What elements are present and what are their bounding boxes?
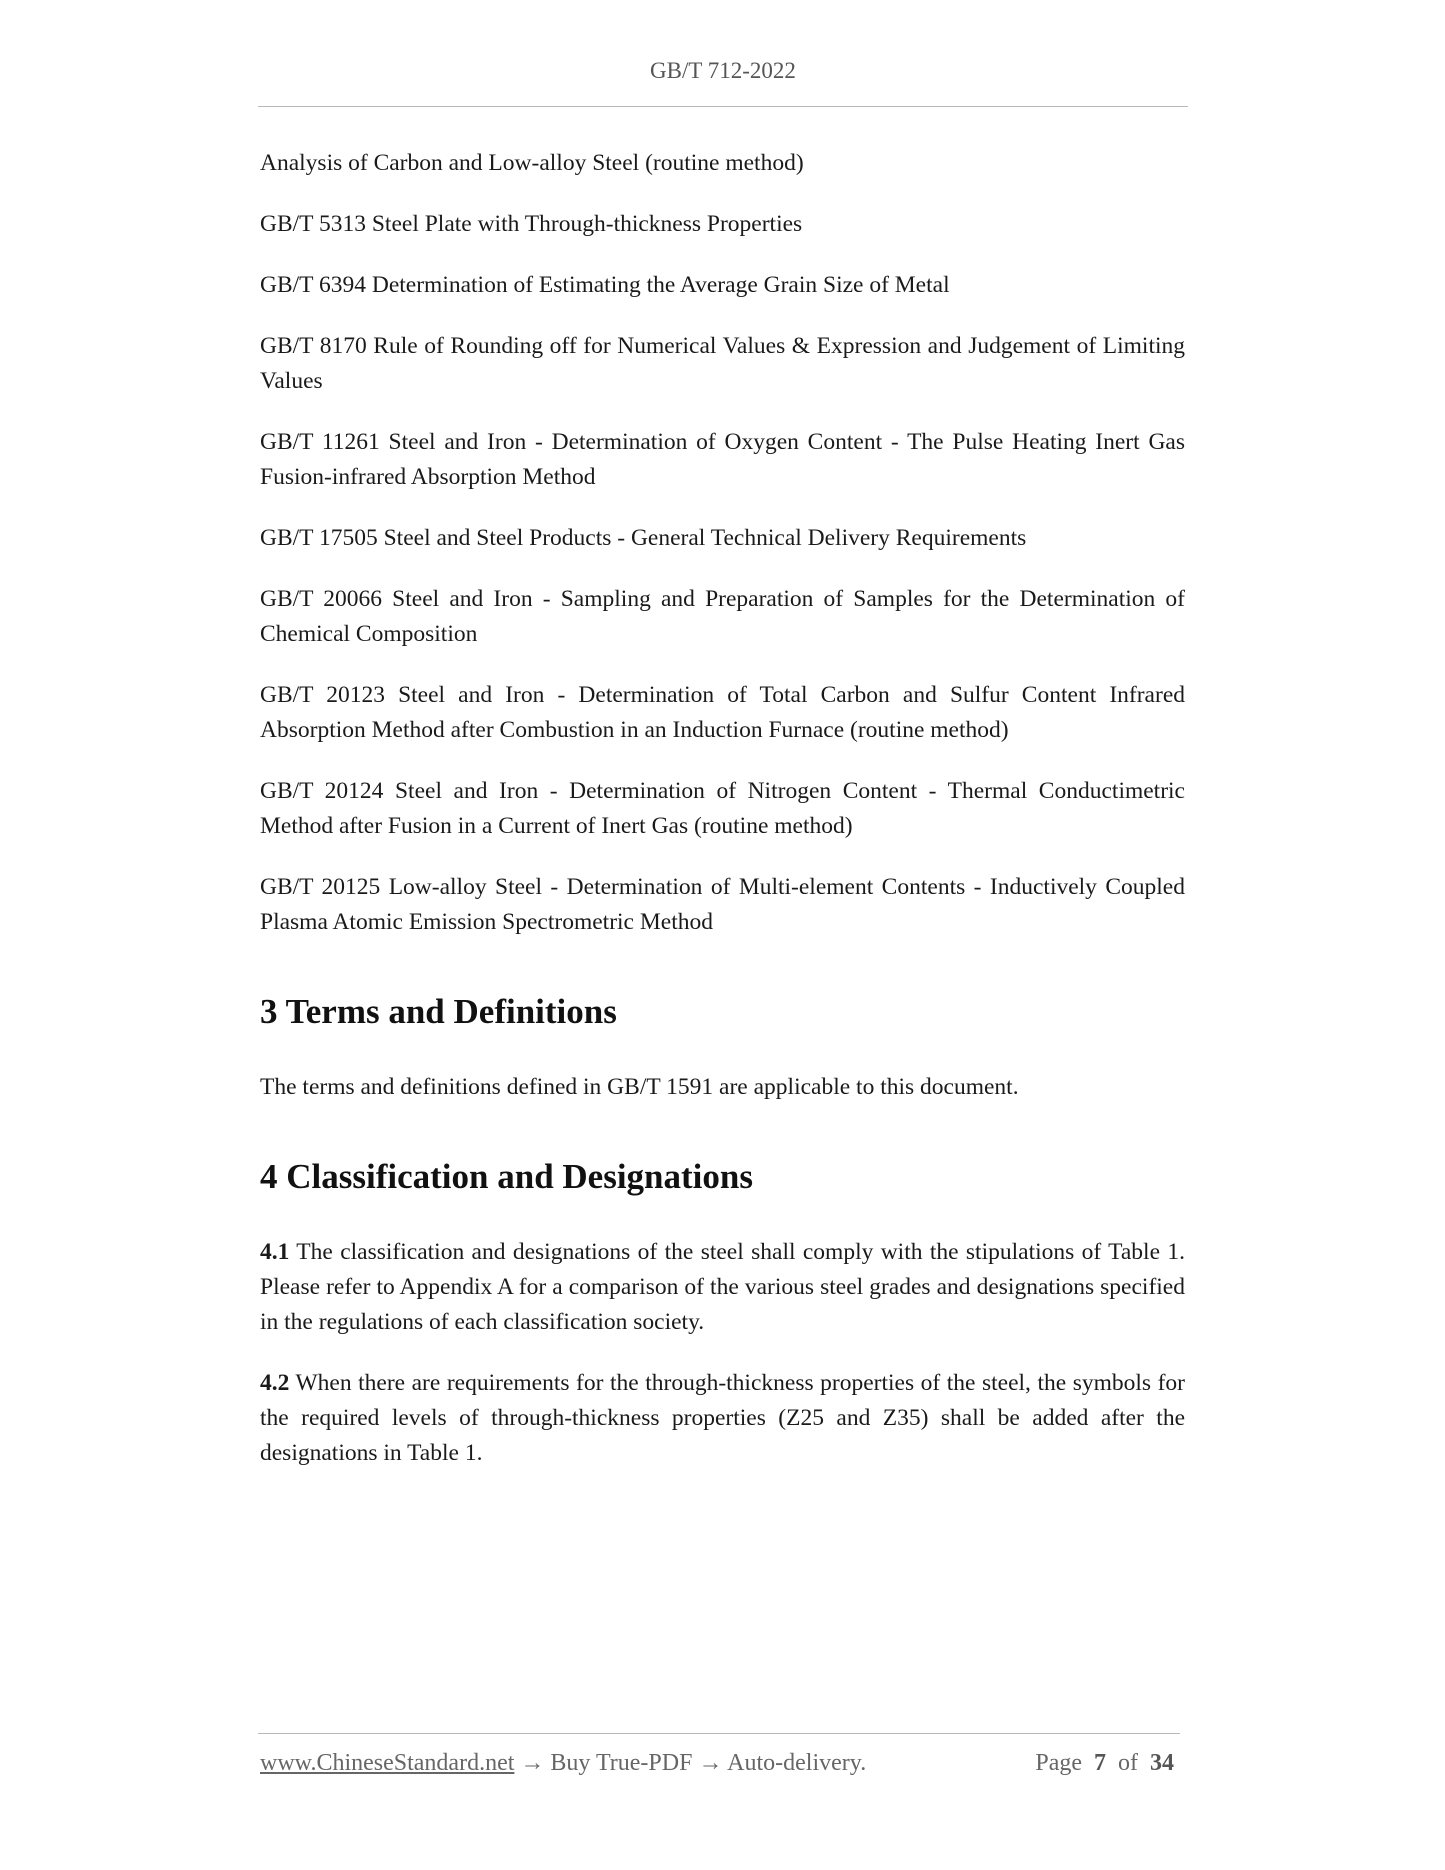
of-label: of: [1118, 1750, 1138, 1776]
reference-item: GB/T 6394 Determination of Estimating the Average Grain Size of Metal: [260, 272, 950, 298]
reference-item: GB/T 11261 Steel and Iron - Determination of Oxygen Content - The Pulse Heating Inert Gas Fusion-infrared Absorption Method: [260, 429, 1185, 490]
header-divider: [258, 106, 1188, 107]
reference-item: GB/T 20124 Steel and Iron - Determination of Nitrogen Content - Thermal Conductimetric Method after Fusion in a Current of Inert Gas (routine method): [260, 778, 1185, 839]
clause-4-2: [260, 1366, 1185, 1471]
section-4-heading: 4 Classification and Designations: [260, 1157, 753, 1196]
reference-item: GB/T 20123 Steel and Iron - Determination of Total Carbon and Sulfur Content Infrared Absorption Method after Combustion in an Induction Furnace (routine method): [260, 682, 1185, 743]
page-header: GB/T 712-2022: [650, 58, 796, 83]
section-3-text: The terms and definitions defined in GB/T 1591 are applicable to this document.: [260, 1074, 1019, 1100]
buy-text: Buy True-PDF: [550, 1750, 693, 1776]
document-body: [260, 146, 1185, 1497]
page-counter: [1035, 1750, 1174, 1777]
page-number: 7: [1094, 1750, 1106, 1776]
delivery-text: Auto-delivery.: [727, 1750, 867, 1776]
clause-text: The classification and designations of the steel shall comply with the stipulations of Table 1. Please refer to Appendix A for a comparison of the various steel grades and designations specified in the regulations of each classification society.: [260, 1239, 1185, 1335]
arrow-right-icon: →: [692, 1750, 728, 1776]
footer-divider: [258, 1733, 1180, 1734]
reference-item: GB/T 8170 Rule of Rounding off for Numerical Values & Expression and Judgement of Limiting Values: [260, 333, 1185, 394]
page-label: Page: [1035, 1750, 1082, 1776]
arrow-right-icon: →: [514, 1750, 551, 1776]
reference-item: GB/T 20125 Low-alloy Steel - Determination of Multi-element Contents - Inductively Coupled Plasma Atomic Emission Spectrometric Method: [260, 874, 1185, 935]
clause-4-1: [260, 1235, 1185, 1340]
site-link[interactable]: www.ChineseStandard.net: [260, 1750, 515, 1776]
reference-item: GB/T 5313 Steel Plate with Through-thickness Properties: [260, 211, 803, 237]
reference-item: GB/T 17505 Steel and Steel Products - General Technical Delivery Requirements: [260, 525, 1027, 551]
clause-number: 4.2: [260, 1370, 290, 1396]
clause-number: 4.1: [260, 1239, 290, 1265]
reference-item: GB/T 20066 Steel and Iron - Sampling and Preparation of Samples for the Determination of Chemical Composition: [260, 586, 1185, 647]
reference-item: Analysis of Carbon and Low-alloy Steel (routine method): [260, 150, 804, 176]
footer-promo: [260, 1750, 866, 1777]
clause-text: When there are requirements for the through-thickness properties of the steel, the symbols for the required levels of through-thickness properties (Z25 and Z35) shall be added after the designations in Table 1.: [260, 1370, 1185, 1466]
section-3-heading: 3 Terms and Definitions: [260, 992, 617, 1031]
page-total: 34: [1150, 1750, 1174, 1776]
